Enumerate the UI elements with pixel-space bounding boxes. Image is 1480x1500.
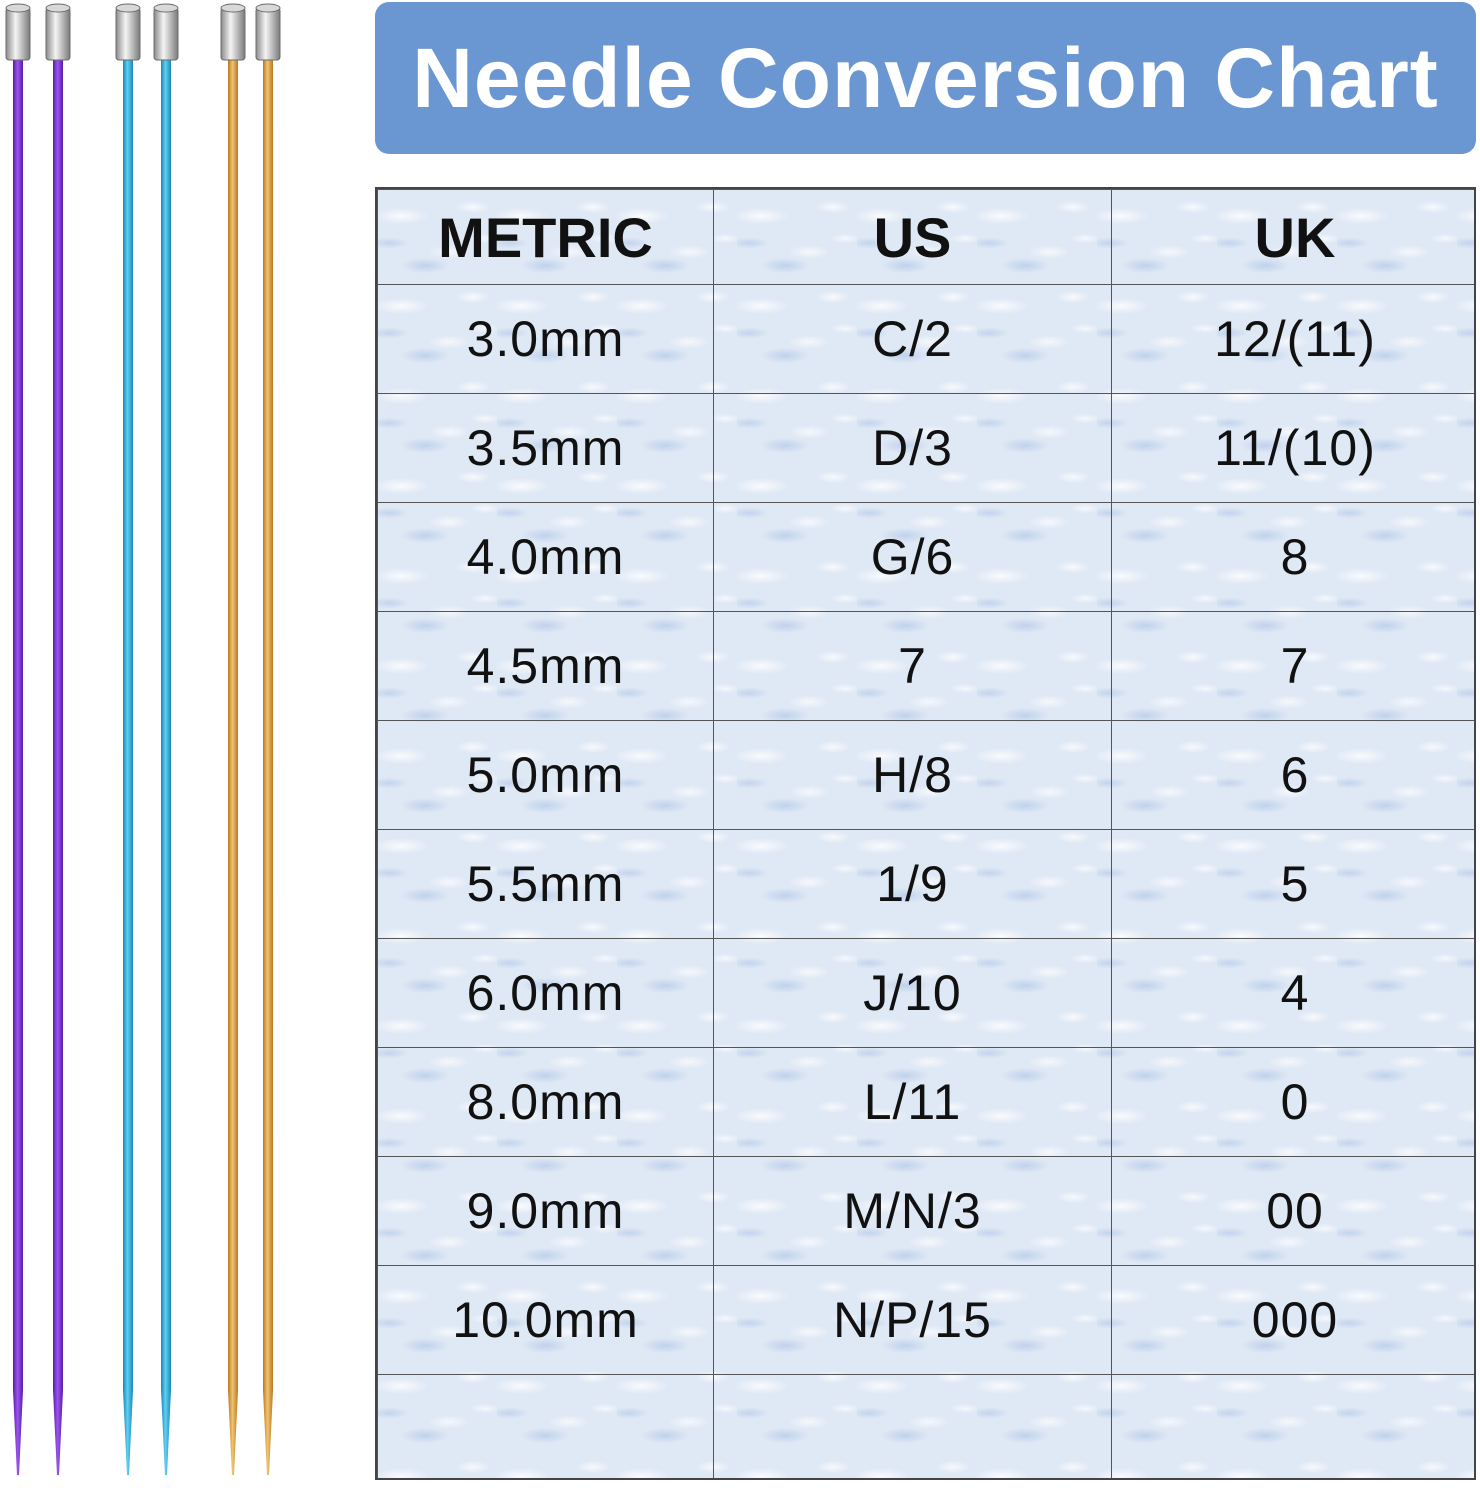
cell-uk: 000: [1112, 1266, 1477, 1375]
blue-knitting-needle: [116, 4, 140, 1475]
cell-metric: 4.5mm: [378, 612, 714, 721]
cell-us: N/P/15: [714, 1266, 1112, 1375]
gold-knitting-needle: [256, 4, 280, 1475]
conversion-table: [377, 189, 1476, 1480]
purple-knitting-needle: [6, 4, 30, 1475]
table-row: [378, 394, 1477, 503]
cell-us: L/11: [714, 1048, 1112, 1157]
needle-end-cap: [154, 8, 178, 60]
cell-us: [714, 1375, 1112, 1481]
cell-uk: 7: [1112, 612, 1477, 721]
table-row: [378, 830, 1477, 939]
cell-metric: 6.0mm: [378, 939, 714, 1048]
table-header-row: [378, 190, 1477, 285]
table-row: [378, 612, 1477, 721]
cell-uk: [1112, 1375, 1477, 1481]
cell-us: 7: [714, 612, 1112, 721]
cell-us: 1/9: [714, 830, 1112, 939]
table-row: [378, 939, 1477, 1048]
title-banner: [375, 2, 1476, 154]
cell-uk: 8: [1112, 503, 1477, 612]
needle-end-cap: [6, 8, 30, 60]
cell-uk: 00: [1112, 1157, 1477, 1266]
cell-us: G/6: [714, 503, 1112, 612]
header-uk: UK: [1112, 190, 1477, 285]
cell-us: J/10: [714, 939, 1112, 1048]
cell-metric: [378, 1375, 714, 1481]
blue-knitting-needle: [154, 4, 178, 1475]
cell-metric: 8.0mm: [378, 1048, 714, 1157]
table-row: [378, 1266, 1477, 1375]
cell-uk: 12/(11): [1112, 285, 1477, 394]
page-title: Needle Conversion Chart: [412, 30, 1439, 125]
cell-metric: 3.0mm: [378, 285, 714, 394]
table-row: [378, 503, 1477, 612]
purple-knitting-needle: [46, 4, 70, 1475]
cell-us: C/2: [714, 285, 1112, 394]
gold-knitting-needle: [221, 4, 245, 1475]
table-row: [378, 1048, 1477, 1157]
cell-metric: 3.5mm: [378, 394, 714, 503]
needle-end-cap: [116, 8, 140, 60]
needle-end-cap: [46, 8, 70, 60]
needle-end-cap: [221, 8, 245, 60]
cell-us: M/N/3: [714, 1157, 1112, 1266]
table-row: [378, 285, 1477, 394]
cell-uk: 0: [1112, 1048, 1477, 1157]
table-row: [378, 721, 1477, 830]
cell-us: H/8: [714, 721, 1112, 830]
header-metric: METRIC: [378, 190, 714, 285]
cell-metric: 5.5mm: [378, 830, 714, 939]
cell-uk: 5: [1112, 830, 1477, 939]
cell-metric: 10.0mm: [378, 1266, 714, 1375]
cell-uk: 11/(10): [1112, 394, 1477, 503]
cell-uk: 4: [1112, 939, 1477, 1048]
table-row: [378, 1157, 1477, 1266]
cell-us: D/3: [714, 394, 1112, 503]
header-us: US: [714, 190, 1112, 285]
table-row-empty: [378, 1375, 1477, 1481]
cell-metric: 4.0mm: [378, 503, 714, 612]
needle-end-cap: [256, 8, 280, 60]
cell-uk: 6: [1112, 721, 1477, 830]
knitting-needles-illustration: [0, 0, 300, 1500]
cell-metric: 9.0mm: [378, 1157, 714, 1266]
cell-metric: 5.0mm: [378, 721, 714, 830]
conversion-table-container: [375, 187, 1476, 1480]
